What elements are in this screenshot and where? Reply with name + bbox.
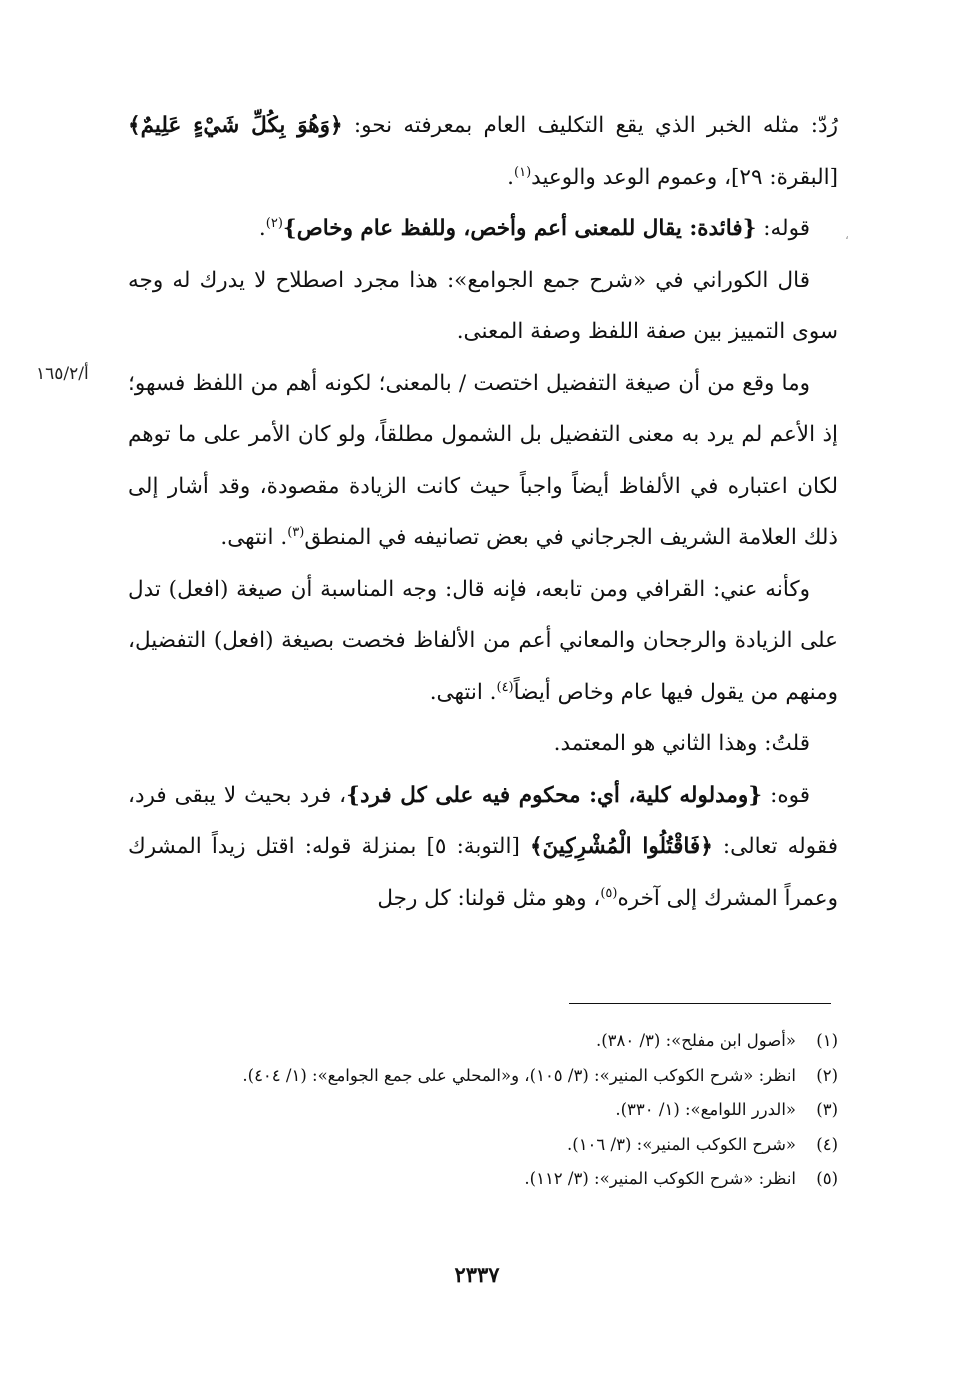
footnote-ref[interactable]: (٥) xyxy=(600,885,618,901)
quran-verse: ﴿وَهُوَ بِكُلِّ شَيْءٍ عَلِيمٌ﴾ xyxy=(128,113,343,138)
footnote xyxy=(128,1059,838,1094)
footnote-ref[interactable]: (٢) xyxy=(265,215,283,231)
page-number: ٢٣٣٧ xyxy=(454,1262,500,1287)
footnote-text: انظر: «شرح الكوكب المنير»: (٣/ ١٠٥)، و«المحلي على جمع الجوامع»: (١/ ٤٠٤). xyxy=(242,1065,796,1085)
paragraph-text: قوله: xyxy=(756,216,810,241)
footnote-ref[interactable]: (١) xyxy=(514,164,532,180)
paragraph-6 xyxy=(128,718,838,770)
matn-quote: {ومدلوله كلية، أي: محكوم فيه على كل فرد} xyxy=(346,782,763,808)
paragraph-text: رُدّ: مثله الخبر الذي يقع التكليف العام بمعرفته نحو: xyxy=(342,113,838,138)
paragraph-3 xyxy=(128,255,838,358)
paragraph-text: قلتُ: وهذا الثاني هو المعتمد. xyxy=(553,731,810,756)
footnote-number: (٥) xyxy=(816,1169,838,1188)
footnote-text: «شرح الكوكب المنير»: (٣/ ١٠٦). xyxy=(567,1134,796,1154)
footnote xyxy=(128,1128,838,1163)
paragraph-text: وما وقع من أن صيغة التفضيل اختصت / بالمعنى؛ لكونه أهم من اللفظ فسهو؛ إذ الأعم لم يرد به معنى التفضيل بل الشمول مطلقاً، ولو كان الأمر على ما توهم لكان اعتباره في الألفاظ أيضاً واجباً حيث كانت الزيادة مقصودة، وقد أشار إلى ذلك العلامة الشريف الجرجاني في بعض تصانيفه في المنطق xyxy=(128,370,838,550)
footnotes xyxy=(128,1024,838,1197)
paragraph-text: ، فرد بحيث لا يبقى فرد، فقوله تعالى: xyxy=(128,782,838,859)
footnote-ref[interactable]: (٣) xyxy=(287,524,305,540)
paragraph-text: . xyxy=(507,164,515,190)
paragraph-4 xyxy=(128,358,838,564)
paragraph-text: وكأنه عني: القرافي ومن تابعه، فإنه قال: وجه المناسبة أن صيغة (افعل) تدل على الزيادة والرجحان والمعاني أعم من الألفاظ فخصت بصيغة (افعل) التفضيل، ومنهم من يقول فيها عام وخاص أيضاً xyxy=(128,576,838,705)
footnote-number: (٢) xyxy=(816,1065,838,1085)
matn-quote: {فائدة: يقال للمعنى أعم وأخص، وللفظ عام وخاص} xyxy=(282,216,757,241)
paragraph-text: . انتهى. xyxy=(220,525,288,550)
paragraph-text: . xyxy=(258,216,266,241)
paragraph-text: . انتهى. xyxy=(429,679,497,705)
footnote xyxy=(128,1093,838,1128)
main-text xyxy=(128,100,838,924)
manuscript-folio-note: أ/١٦٥/٢ xyxy=(36,364,89,384)
paragraph-5 xyxy=(128,564,838,719)
paragraph-text: [البقرة: ٢٩]، وعموم الوعد والوعيد xyxy=(531,164,838,190)
footnote xyxy=(128,1162,838,1197)
footnote-number: (١) xyxy=(816,1031,838,1050)
footnote-ref[interactable]: (٤) xyxy=(496,679,514,695)
paragraph-text: قوه: xyxy=(762,782,810,808)
quran-verse: ﴿فَاقْتُلُوا الْمُشْرِكِينَ﴾ xyxy=(529,834,713,859)
paragraph-text: [التوبة: ٥] بمنزلة قوله: اقتل زيداً المشرك وعمراً المشرك إلى آخره xyxy=(128,834,838,911)
footnote xyxy=(128,1024,838,1059)
paragraph-7 xyxy=(128,770,838,925)
paragraph-1 xyxy=(128,100,838,203)
footnote-text: «أصول ابن مفلح»: (٣/ ٣٨٠). xyxy=(595,1031,796,1050)
paragraph-text: ، وهو مثل قولنا: كل رجل xyxy=(377,885,601,911)
paragraph-text: قال الكوراني في «شرح جمع الجوامع»: هذا مجرد اصطلاح لا يدرك له وجه سوى التمييز بين صفة اللفظ وصفة المعنى. xyxy=(128,267,838,344)
footnote-number: (٤) xyxy=(816,1134,838,1154)
footnote-text: «الدرر اللوامع»: (١/ ٣٣٠). xyxy=(615,1100,796,1119)
margin-speck: ، xyxy=(845,228,849,242)
footnote-separator xyxy=(569,1003,831,1004)
paragraph-2 xyxy=(128,203,838,255)
footnote-number: (٣) xyxy=(816,1100,838,1119)
footnote-text: انظر: «شرح الكوكب المنير»: (٣/ ١١٢). xyxy=(524,1169,796,1188)
